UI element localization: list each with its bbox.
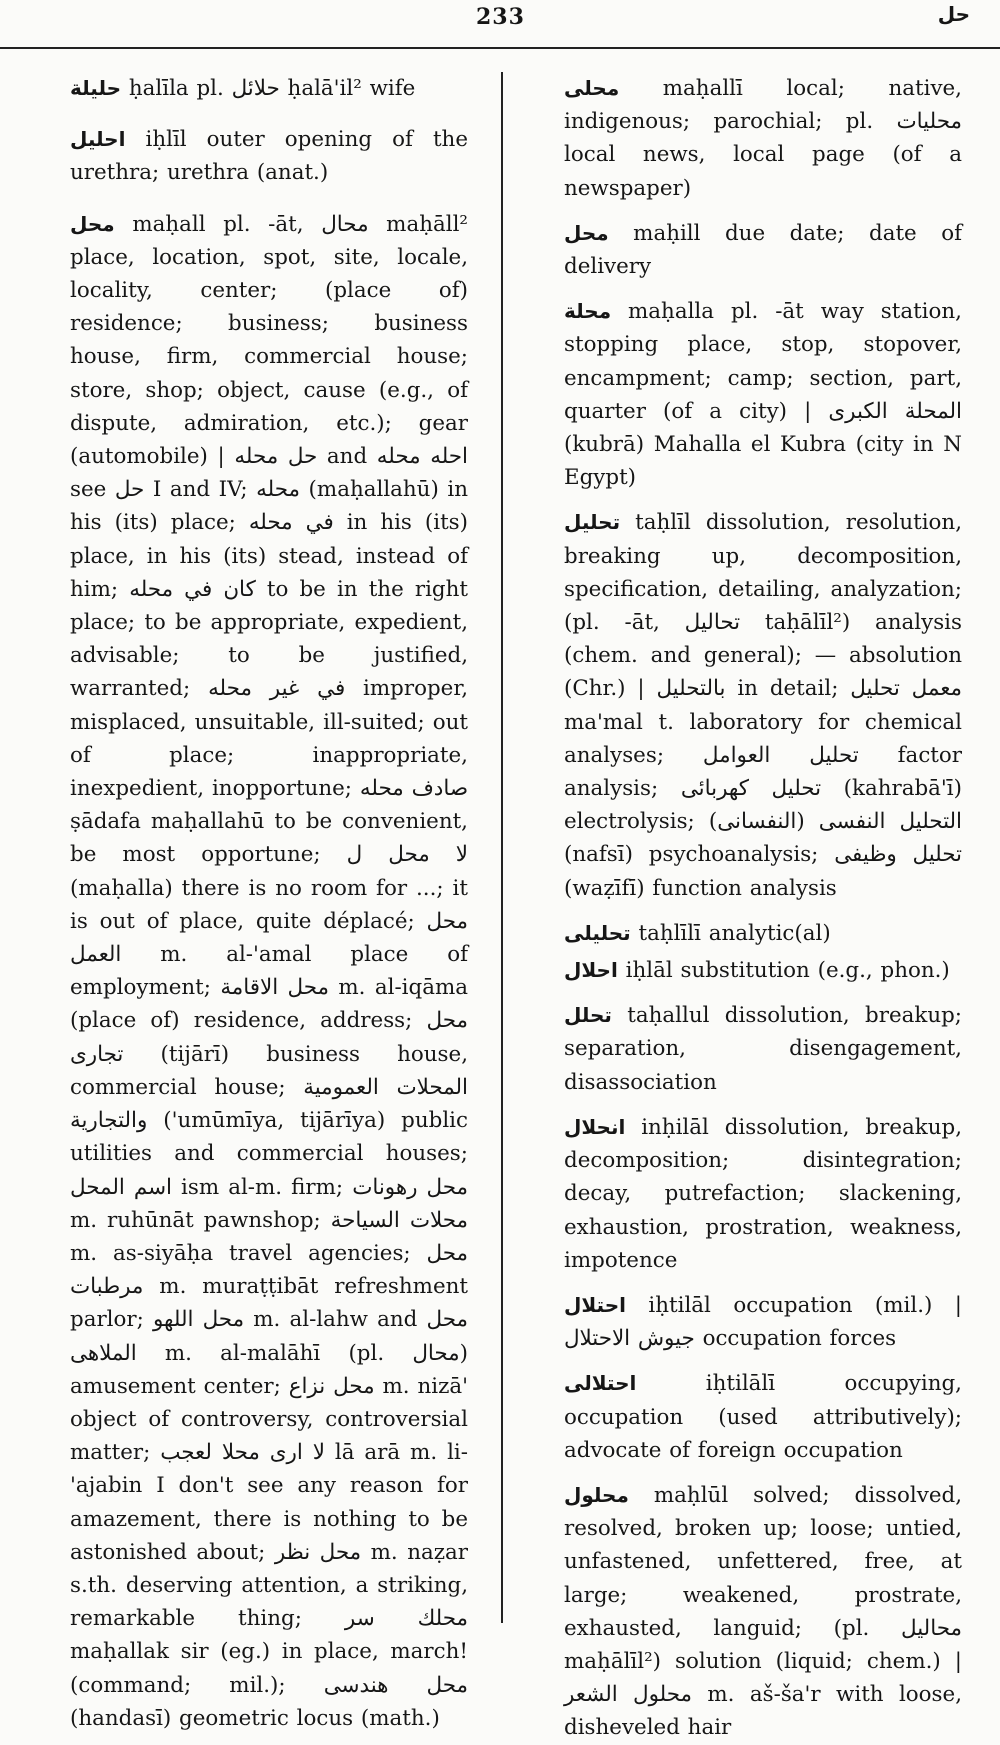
entry-headword: تحليلى xyxy=(564,920,631,945)
left-column xyxy=(36,72,469,1731)
entry-ihtilali xyxy=(530,1367,962,1467)
entry-definition: ḥalīla pl. حلائل ḥalā'il² wife xyxy=(128,76,416,101)
entry-headword: حليلة xyxy=(70,76,122,100)
entry-headword: احلال xyxy=(564,958,618,983)
entry-mahalli xyxy=(530,72,962,205)
entry-headword: محلى xyxy=(564,76,620,100)
entry-tahlili xyxy=(530,917,962,950)
entry-definition: maḥall pl. -āt, محال maḥāll² place, location, spot, site, locale, locality, center; (place of) residence; business; business house, firm, commercial house; store, shop; object, cause (e.g., of dispute, admiration, etc.); gear (automobile) | حل محله and احله محله see حل I and IV; محله (maḥallahū) in his (its) place; في محله in his (its) place, in his (its) stead, instead of him; كان في محله to be in the right place; to be appropriate, expedient, advisable; to be justified, warranted; في غير محله improper, misplaced, unsuitable, ill-suited; out of place; inappropriate, inexpedient, inopportune; صادف محله ṣādafa maḥallahū to be convenient, be most opportune; لا محل ل (maḥalla) there is no room for ...; it is out of place, quite déplacé; محل العمل m. al-'amal place of employment; محل الاقامة m. al-iqāma (place of) residence, address; محل تجارى (tijārī) business house, commercial house; المحلات العمومية والتجارية ('umūmīya, tijārīya) public utilities and commercial houses; اسم المحل ism al-m. firm; محل رهونات m. ruhūnāt pawnshop; محلات السياحة m. as-siyāḥa travel agencies; محل مرطبات m. muraṭṭibāt refreshment parlor; محل اللهو m. al-lahw and محل الملاهى m. al-malāhī (pl. محال) amusement center; محل نزاع m. nizā' object of controversy, controversial matter; لا ارى محلا لعجب lā arā m. li-'ajabin I don't see any reason for amazement, there is nothing to be astonished about; محل نظر m. naẓar s.th. deserving attention, a striking, remarkable thing; محلك سر maḥallak sir (eg.) in place, march! (command; mil.); محل هندسى (handasī) geometric locus (math.) xyxy=(70,211,469,1731)
entry-mahill xyxy=(530,217,962,283)
entry-headword: تحلل xyxy=(564,1003,612,1028)
entry-ihlal xyxy=(530,954,962,987)
entry-definition: inḥilāl dissolution, breakup, decomposition; disintegration; decay, putrefaction; slackening, exhaustion, prostration, weakness, impotence xyxy=(564,1114,962,1273)
entry-headword: محلة xyxy=(564,299,612,324)
entry-definition: maḥalla pl. -āt way station, stopping place, stop, stopover, encampment; camp; section, part, quarter (of a city) | المحلة الكبرى (kubrā) Mahalla el Kubra (city in N Egypt) xyxy=(564,299,962,491)
entry-definition: iḥtilāl occupation (mil.) | جيوش الاحتلال occupation forces xyxy=(564,1292,962,1352)
entry-definition: taḥallul dissolution, breakup; separation, disengagement, disassociation xyxy=(564,1003,962,1095)
entry-definition: iḥlīl outer opening of the urethra; urethra (anat.) xyxy=(70,127,468,186)
entry-definition: iḥlāl substitution (e.g., phon.) xyxy=(625,958,950,984)
entry-headword: احليل xyxy=(70,127,126,152)
entry-definition: iḥtilālī occupying, occupation (used attributively); advocate of foreign occupation xyxy=(564,1371,962,1463)
entry-ihtilal xyxy=(530,1289,962,1355)
entry-ihlil xyxy=(36,123,468,189)
entry-inhilal xyxy=(530,1111,962,1277)
entry-definition: taḥlīl dissolution, resolution, breaking up, decomposition, specification, detailing, analyzation; (pl. -āt, تحاليل taḥālīl²) analysis (chem. and general); — absolution (Chr.) | بالتحليل in detail; معمل تحليل ma'mal t. laboratory for chemical analyses; تحليل العوامل factor analysis; تحليل كهربائى (kahrabā'ī) electrolysis; التحليل النفسى (النفسانى) (nafsī) psychoanalysis; تحليل وظيفى (waẓīfī) function analysis xyxy=(564,510,963,901)
entry-headword: محل xyxy=(70,211,115,236)
entry-headword: محل xyxy=(564,220,609,245)
entry-tahallul xyxy=(530,999,962,1099)
page-header xyxy=(0,0,1000,50)
page-number: 233 xyxy=(476,4,525,30)
entry-headword: تحليل xyxy=(564,510,621,535)
entry-haliла xyxy=(36,72,468,105)
right-column xyxy=(530,72,963,1741)
entry-headword: احتلالى xyxy=(564,1371,637,1396)
entry-mahlul xyxy=(530,1479,962,1745)
entry-headword: احتلال xyxy=(564,1292,626,1317)
entry-mahalla xyxy=(530,295,962,494)
entry-headword: انحلال xyxy=(564,1114,626,1139)
entry-definition: maḥlūl solved; dissolved, resolved, broken up; loose; untied, unfastened, unfettered, free, at large; weakened, prostrate, exhausted, languid; (pl. محاليل maḥālīl²) solution (liquid; chem.) | محلول الشعر m. aš-ša'r with loose, disheveled hair xyxy=(564,1482,962,1741)
entry-definition: maḥill due date; date of delivery xyxy=(564,220,962,280)
entry-tahlil xyxy=(530,506,962,904)
column-divider xyxy=(501,72,503,1623)
entry-headword: محلول xyxy=(564,1482,629,1507)
entry-definition: taḥlīlī analytic(al) xyxy=(638,920,831,946)
running-head: حل xyxy=(937,2,970,26)
header-rule xyxy=(0,47,1000,49)
entry-definition: maḥallī local; native, indigenous; parochial; pl. محليات local news, local page (of a newspaper) xyxy=(564,76,962,201)
entry-mahall xyxy=(36,208,468,1735)
